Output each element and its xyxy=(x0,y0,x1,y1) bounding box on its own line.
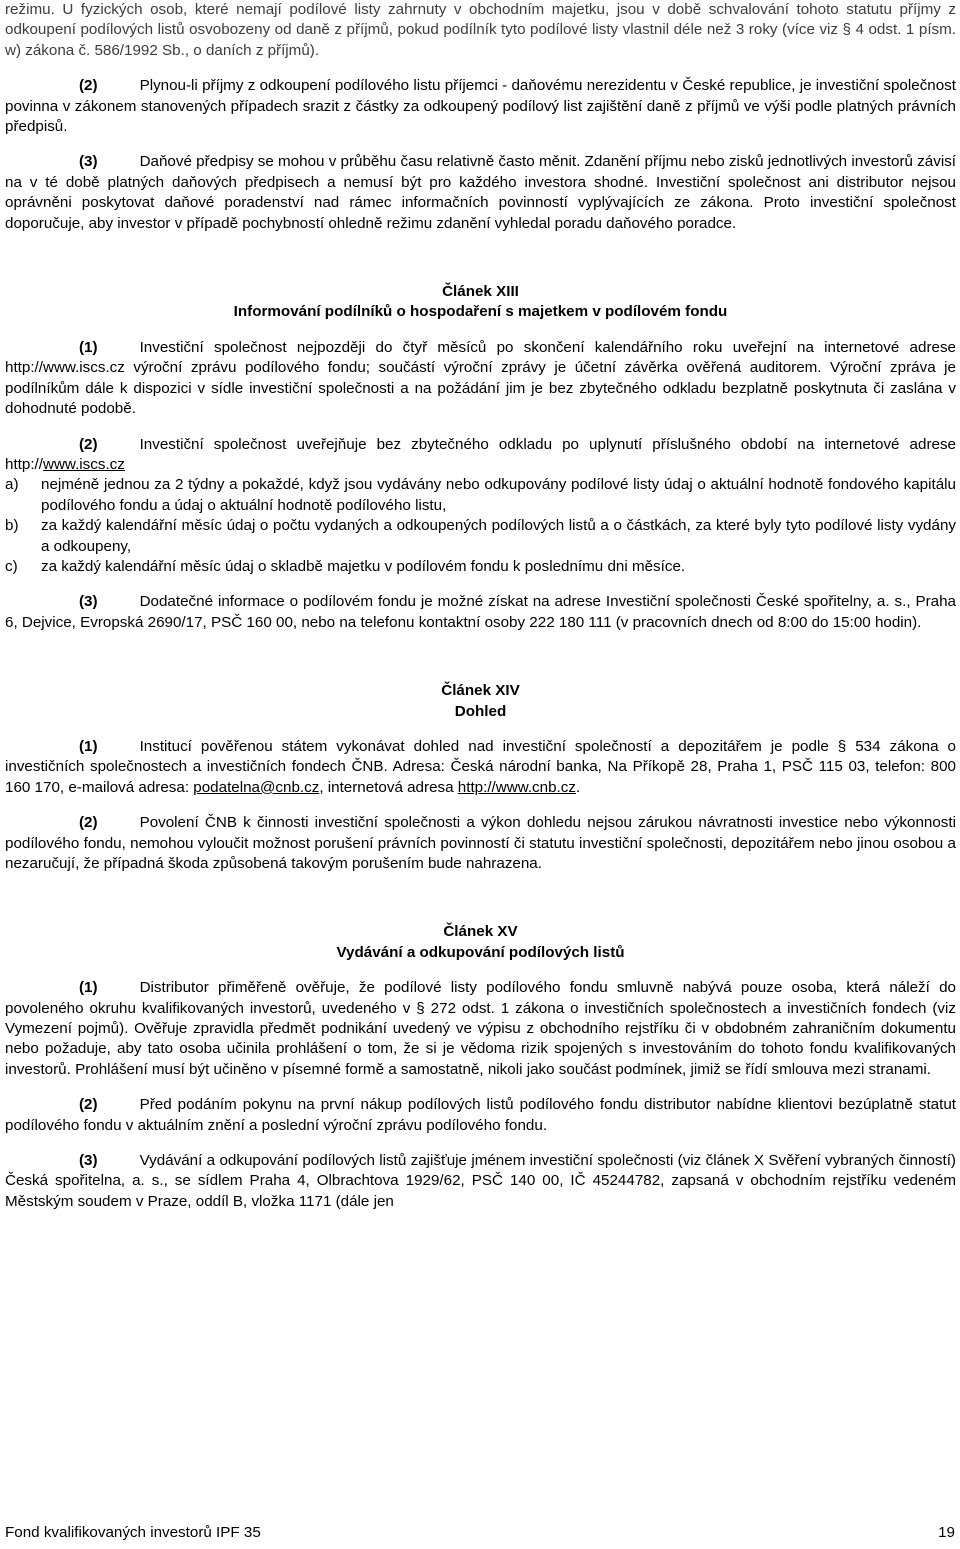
paragraph-text: Zdanění příjmu nebo zisků jednotlivých investorů závisí na v té době platných daňových předpisech a nemusí být pro každého investora shodné. Investiční společnost ani distributor nejsou oprávněni poskytovat daňové poradenství nad rámec informačních povinností vyplývajících ze zákona. Proto investiční společnost doporučuje, aby investor v případě pochybností ohledně režimu zdanění vyhledal poradu daňového poradce. xyxy=(5,153,957,232)
article-13-title: Článek XIII xyxy=(442,283,519,301)
article-14-title: Článek XIV xyxy=(441,682,520,700)
list-marker: b) xyxy=(5,517,19,535)
paragraph-text: Distributor přiměřeně ověřuje, že podílové listy podílového fondu smluvně nabývá pouze osoba, která náleží do povoleného okruhu kvalifikovaných investorů, uvedeného v § 272 odst. 1 zákona o investičních společnostech a investičních fondech (viz Vymezení pojmů). Ověřuje zpravidla předmět podnikání uvedený ve výpisu z obchodního rejstříku či v obdobném zahraničním dokumentu nebo požaduje, aby tato osoba učinila prohlášení o tom, že si je vědoma rizik spojených s investováním do tohoto fondu kvalifikovaných investorů. Prohlášení musí být učiněno v písemné formě a samostatně, nikoli jako součást podmínek, jimiž se řídí smlouva mezi stranami. xyxy=(5,979,956,1078)
paragraph-number: (2) xyxy=(79,77,98,95)
cnb-email-link[interactable]: podatelna@cnb.cz xyxy=(193,778,320,796)
paragraph-text: , internetová adresa xyxy=(319,778,458,796)
intro-paragraph-2 xyxy=(5,76,956,137)
list-item xyxy=(5,516,956,557)
paragraph-number: (2) xyxy=(79,1096,98,1114)
footer-document-name: Fond kvalifikovaných investorů IPF 35 xyxy=(5,1524,261,1541)
list-item xyxy=(5,475,956,516)
document-page xyxy=(5,0,956,1212)
article-15-paragraph-1 xyxy=(5,978,956,1080)
paragraph-number: (3) xyxy=(79,593,98,611)
article-13-subtitle: Informování podílníků o hospodaření s majetkem v podílovém fondu xyxy=(233,303,728,321)
intro-paragraph-1: režimu. U fyzických osob, které nemají podílové listy zahrnuty v obchodním majetku, jsou v době schvalování tohoto statutu příjmy z odkoupení podílových listů osvobozeny od daně z příjmů, pokud podílník tyto podílové listy vlastnil déle než 3 roky (více viz § 4 odst. 1 písm. w) zákona č. 586/1992 Sb., o daních z příjmů). xyxy=(5,1,956,59)
page-number: 19 xyxy=(938,1524,955,1541)
intro-paragraph-3 xyxy=(5,152,956,234)
article-15-paragraph-2 xyxy=(5,1095,956,1136)
article-14-subtitle: Dohled xyxy=(454,702,507,720)
list-item-text: nejméně jednou za 2 týdny a pokaždé, když jsou vydávány nebo odkupovány podílové listy údaj o aktuální hodnotě fondového kapitálu podílového fondu a údaj o aktuální hodnotě podílového listu, xyxy=(41,476,956,514)
list-item-text: za každý kalendářní měsíc údaj o skladbě majetku v podílovém fondu k poslednímu dni měsíce. xyxy=(41,557,686,575)
paragraph-number: (2) xyxy=(79,435,98,453)
list-item xyxy=(5,557,956,577)
article-15-paragraph-3 xyxy=(5,1151,956,1212)
article-15-subtitle: Vydávání a odkupování podílových listů xyxy=(336,943,625,961)
paragraph-number: (1) xyxy=(79,338,98,356)
paragraph-number: (2) xyxy=(79,814,98,832)
paragraph-number: (3) xyxy=(79,1152,98,1170)
article-13-paragraph-2 xyxy=(5,435,956,476)
paragraph-text: Plynou-li příjmy z odkoupení podílového listu příjemci - daňovému nerezidentu v České republice, je investiční společnost povinna v zákonem stanovených případech srazit z částky za odkoupený podílový list zajištění daně z příjmů ve výši podle platných právních předpisů. xyxy=(5,77,956,136)
paragraph-number: (3) xyxy=(79,153,98,171)
paragraph-text: Povolení ČNB k činnosti investiční společnosti a výkon dohledu nejsou zárukou návratnosti investice nebo výkonnosti podílového fondu, nemohou vyloučit možnost porušení právních povinností či statutu investiční společnosti, depozitářem nebo jinou osobou a nezaručují, že případná škoda způsobená takovým porušením bude nahrazena. xyxy=(5,814,956,872)
paragraph-text: Investiční společnost nejpozději do čtyř měsíců po skončení kalendářního roku uveřejní na internetové adrese http://www.iscs.cz výroční zprávu podílového fondu; součástí výroční zprávy je účetní závěrka ověřená auditorem. Výroční zpráva je podílníkům dále k dispozici v sídle investiční společnosti a na požádání jim je bez zbytečného odkladu bezplatně poskytnuta či zaslána v dohodnuté podobě. xyxy=(5,338,956,418)
paragraph-text: Daňové předpisy se mohou v průběhu času relativně často měnit. xyxy=(139,153,581,171)
list-marker: a) xyxy=(5,476,19,494)
paragraph-text: Investiční společnost uveřejňuje bez zbytečného odkladu po uplynutí příslušného období na internetové adrese http:// xyxy=(5,435,956,473)
paragraph-text: . xyxy=(575,778,581,796)
paragraph-text: Vydávání a odkupování podílových listů zajišťuje jménem investiční společnosti (viz článek X Svěření vybraných činností) Česká spořitelna, a. s., se sídlem Praha 4, Olbrachtova 1929/62, PSČ 140 00, IČ 45244782, zapsaná v obchodním rejstříku vedeném Městským soudem v Praze, oddíl B, vložka 1171 (dále jen xyxy=(5,1152,956,1210)
article-14-paragraph-1 xyxy=(5,737,956,798)
paragraph-number: (1) xyxy=(79,979,98,997)
list-marker: c) xyxy=(5,557,18,575)
paragraph-text: Institucí pověřenou státem vykonávat dohled nad investiční společností a depozitářem je podle § 534 zákona o investičních společnostech a investičních fondech ČNB. Adresa: Česká národní banka, Na Příkopě 28, Praha 1, PSČ 115 03, telefon: 800 160 170, e-mailová adresa: xyxy=(5,737,956,796)
article-14-paragraph-2 xyxy=(5,813,956,874)
paragraph-number: (1) xyxy=(79,737,98,755)
article-13-paragraph-1 xyxy=(5,338,956,420)
cnb-web-link[interactable]: http://www.cnb.cz xyxy=(457,778,576,796)
article-13-paragraph-3 xyxy=(5,592,956,633)
paragraph-text: Dodatečné informace o podílovém fondu je možné získat na adrese Investiční společnosti České spořitelny, a. s., Praha 6, Dejvice, Evropská 2690/17, PSČ 160 00, nebo na telefonu kontaktní osoby 222 180 111 (v pracovních dnech od 8:00 do 15:00 hodin). xyxy=(5,593,956,631)
article-13-list xyxy=(5,475,956,577)
page-footer xyxy=(5,1523,955,1543)
iscs-link[interactable]: www.iscs.cz xyxy=(43,455,125,473)
list-item-text: za každý kalendářní měsíc údaj o počtu vydaných a odkoupených podílových listů a o částkách, za které byly tyto podílové listy vydány a odkoupeny, xyxy=(41,517,956,555)
article-15-title: Článek XV xyxy=(443,923,518,941)
paragraph-text: Před podáním pokynu na první nákup podílových listů podílového fondu distributor nabídne klientovi bezúplatně statut podílového fondu v aktuálním znění a poslední výroční zprávu podílového fondu. xyxy=(5,1096,956,1134)
